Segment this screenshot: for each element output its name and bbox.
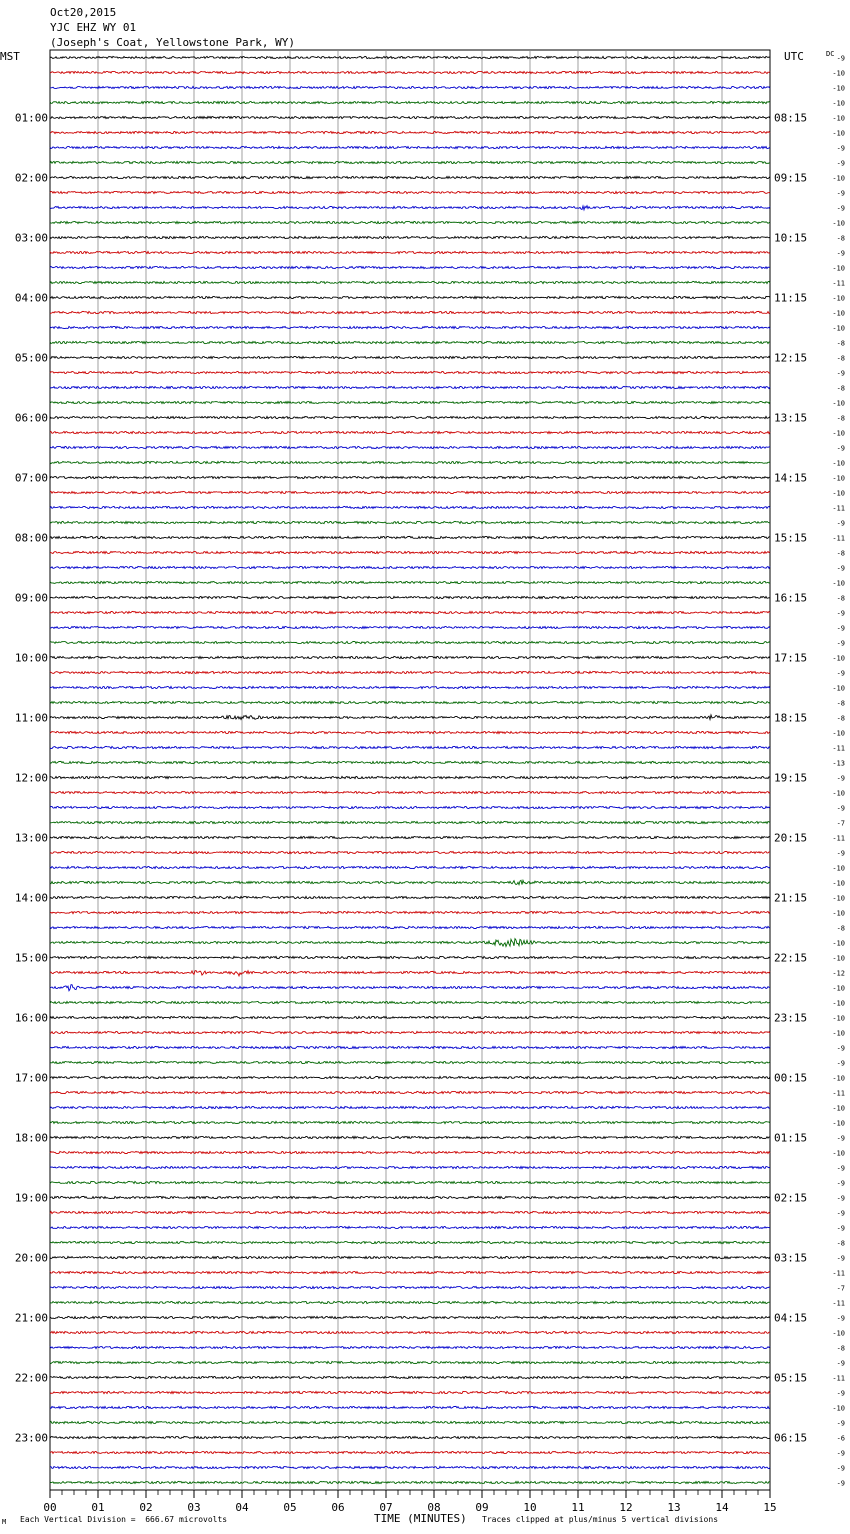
seismic-trace <box>50 1271 770 1273</box>
dc-offset-label: -9 <box>836 444 845 453</box>
seismic-trace <box>50 1046 770 1048</box>
seismic-trace <box>50 551 770 553</box>
utc-hour-label: 22:15 <box>774 951 808 965</box>
dc-offset-label: -6 <box>836 1434 845 1443</box>
seismic-trace <box>50 356 770 358</box>
plot-axes <box>15 55 845 1515</box>
dc-offset-label: -9 <box>836 369 845 378</box>
seismic-trace <box>50 1001 770 1003</box>
seismic-trace <box>50 446 770 448</box>
seismic-trace <box>50 896 770 898</box>
plot-grid <box>50 50 770 1490</box>
utc-label: UTC <box>784 50 804 63</box>
seismic-trace <box>50 296 770 298</box>
seismic-trace <box>50 176 770 178</box>
seismic-trace <box>50 101 770 103</box>
dc-offset-label: -10 <box>832 324 845 333</box>
seismic-trace <box>50 880 770 884</box>
dc-offset-label: -10 <box>832 219 845 228</box>
x-tick-label: 06 <box>331 1501 345 1514</box>
dc-offset-label: -8 <box>836 924 845 933</box>
seismic-trace <box>50 1091 770 1093</box>
x-tick-label: 04 <box>235 1501 249 1514</box>
x-tick-label: 14 <box>715 1501 729 1514</box>
dc-offset-label: -13 <box>832 759 845 768</box>
x-tick-label: 03 <box>187 1501 201 1514</box>
dc-offset-label: -10 <box>832 129 845 138</box>
dc-offset-label: -9 <box>836 1419 845 1428</box>
dc-offset-label: -10 <box>832 459 845 468</box>
seismic-trace <box>50 836 770 838</box>
seismic-trace <box>50 251 770 253</box>
dc-offset-label: -9 <box>836 1194 845 1203</box>
x-tick-label: 13 <box>667 1501 681 1514</box>
mst-hour-label: 03:00 <box>14 231 48 245</box>
seismic-trace <box>50 71 770 73</box>
mst-hour-label: 13:00 <box>14 831 48 845</box>
seismic-trace <box>50 1331 770 1333</box>
mst-hour-label: 22:00 <box>14 1371 48 1385</box>
seismic-trace <box>50 191 770 193</box>
seismic-trace <box>50 131 770 133</box>
dc-offset-label: -10 <box>832 1104 845 1113</box>
x-tick-label: 10 <box>523 1501 537 1514</box>
dc-offset-label: -9 <box>836 1389 845 1398</box>
dc-offset-label: -10 <box>832 264 845 273</box>
seismic-trace <box>50 1421 770 1423</box>
dc-offset-label: -9 <box>836 1254 845 1263</box>
dc-offset-label: -7 <box>836 1284 845 1293</box>
dc-offset-label: -10 <box>832 984 845 993</box>
dc-offset-label: -11 <box>832 1374 845 1383</box>
dc-offset-label: -10 <box>832 1149 845 1158</box>
seismic-trace <box>50 1136 770 1138</box>
utc-hour-label: 00:15 <box>774 1071 808 1085</box>
seismic-trace <box>50 1166 770 1168</box>
dc-offset-label: -8 <box>836 414 845 423</box>
seismic-trace <box>50 506 770 508</box>
dc-offset-label: -10 <box>832 939 845 948</box>
seismic-trace <box>50 956 770 958</box>
seismic-trace <box>50 161 770 163</box>
seismic-trace <box>50 1121 770 1123</box>
dc-offset-label: -12 <box>832 969 845 978</box>
seismic-trace <box>50 671 770 673</box>
dc-offset-label: -10 <box>832 1404 845 1413</box>
mst-hour-label: 19:00 <box>14 1191 48 1205</box>
x-tick-label: 09 <box>475 1501 489 1514</box>
seismic-trace <box>50 206 770 210</box>
dc-offset-label: -10 <box>832 1014 845 1023</box>
seismic-trace <box>50 56 770 58</box>
seismic-trace <box>50 715 770 720</box>
mst-hour-label: 08:00 <box>14 531 48 545</box>
x-tick-label: 01 <box>91 1501 105 1514</box>
seismic-trace <box>50 1286 770 1288</box>
dc-offset-label: -10 <box>832 114 845 123</box>
x-tick-label: 05 <box>283 1501 297 1514</box>
seismic-trace <box>50 611 770 613</box>
dc-offset-label: -9 <box>836 624 845 633</box>
seismic-trace <box>50 116 770 118</box>
dc-offset-label: -8 <box>836 384 845 393</box>
utc-hour-label: 05:15 <box>774 1371 808 1385</box>
seismic-trace <box>50 1316 770 1318</box>
dc-offset-label: -10 <box>832 84 845 93</box>
seismic-trace <box>50 146 770 148</box>
seismic-trace <box>50 521 770 523</box>
seismic-trace <box>50 326 770 328</box>
seismic-trace <box>50 731 770 733</box>
utc-hour-label: 16:15 <box>774 591 808 605</box>
location-label: (Joseph's Coat, Yellowstone Park, WY) <box>50 36 296 49</box>
seismic-trace <box>50 566 770 568</box>
seismic-trace <box>50 806 770 808</box>
dc-offset-label: -10 <box>832 174 845 183</box>
dc-offset-label: -9 <box>836 204 845 213</box>
dc-offset-label: -8 <box>836 339 845 348</box>
seismic-trace <box>50 851 770 853</box>
dc-offset-label: -9 <box>836 849 845 858</box>
date-label: Oct20,2015 <box>50 6 117 19</box>
seismic-trace <box>50 221 770 223</box>
seismic-trace <box>50 939 770 947</box>
clip-note: Traces clipped at plus/minus 5 vertical divisions <box>482 1515 719 1524</box>
seismic-trace <box>50 431 770 433</box>
mst-hour-label: 17:00 <box>14 1071 48 1085</box>
utc-hour-label: 14:15 <box>774 471 808 485</box>
dc-offset-label: -10 <box>832 294 845 303</box>
dc-offset-label: -10 <box>832 789 845 798</box>
seismic-trace <box>50 1061 770 1063</box>
dc-offset-label: -8 <box>836 1239 845 1248</box>
mst-hour-label: 07:00 <box>14 471 48 485</box>
dc-offset-label: -10 <box>832 864 845 873</box>
seismic-trace <box>50 461 770 463</box>
dc-offset-label: -9 <box>836 1359 845 1368</box>
dc-offset-label: -9 <box>836 1209 845 1218</box>
dc-label: DC <box>826 50 835 58</box>
dc-offset-label: -9 <box>836 1479 845 1488</box>
seismic-trace <box>50 401 770 403</box>
seismic-trace <box>50 1031 770 1033</box>
mst-hour-label: 21:00 <box>14 1311 48 1325</box>
seismic-trace <box>50 311 770 313</box>
dc-offset-label: -9 <box>836 1044 845 1053</box>
dc-offset-label: -8 <box>836 234 845 243</box>
dc-offset-label: -10 <box>832 999 845 1008</box>
seismic-trace <box>50 776 770 778</box>
dc-offset-label: -9 <box>836 669 845 678</box>
dc-offset-label: -9 <box>836 804 845 813</box>
x-tick-label: 11 <box>571 1501 585 1514</box>
dc-offset-label: -11 <box>832 1269 845 1278</box>
mst-hour-label: 06:00 <box>14 411 48 425</box>
seismic-trace <box>50 1451 770 1453</box>
mst-hour-label: 12:00 <box>14 771 48 785</box>
dc-offset-label: -9 <box>836 639 845 648</box>
mst-hour-label: 04:00 <box>14 291 48 305</box>
x-tick-label: 02 <box>139 1501 153 1514</box>
corner-mark: M <box>2 1518 7 1526</box>
dc-offset-label: -9 <box>836 159 845 168</box>
seismic-trace <box>50 581 770 583</box>
dc-offset-label: -10 <box>832 909 845 918</box>
trace-group <box>50 56 770 1483</box>
seismic-trace <box>50 985 770 991</box>
dc-offset-label: -9 <box>836 189 845 198</box>
dc-offset-label: -9 <box>836 1464 845 1473</box>
dc-offset-label: -10 <box>832 1329 845 1338</box>
utc-hour-label: 03:15 <box>774 1251 808 1265</box>
dc-offset-label: -11 <box>832 1089 845 1098</box>
utc-hour-label: 19:15 <box>774 771 808 785</box>
dc-offset-label: -10 <box>832 684 845 693</box>
seismic-trace <box>50 341 770 343</box>
mst-label: MST <box>0 50 20 63</box>
seismic-trace <box>50 971 770 976</box>
dc-offset-label: -10 <box>832 399 845 408</box>
seismic-trace <box>50 266 770 268</box>
dc-offset-label: -10 <box>832 1119 845 1128</box>
seismic-trace <box>50 1196 770 1198</box>
seismic-trace <box>50 641 770 643</box>
mst-hour-label: 01:00 <box>14 111 48 125</box>
mst-hour-label: 20:00 <box>14 1251 48 1265</box>
utc-hour-label: 10:15 <box>774 231 808 245</box>
seismic-trace <box>50 1481 770 1483</box>
seismic-trace <box>50 866 770 868</box>
seismic-trace <box>50 761 770 763</box>
dc-offset-label: -10 <box>832 69 845 78</box>
seismic-trace <box>50 911 770 913</box>
seismic-trace <box>50 491 770 493</box>
seismic-trace <box>50 1436 770 1438</box>
dc-offset-label: -11 <box>832 834 845 843</box>
mst-hour-label: 15:00 <box>14 951 48 965</box>
seismic-trace <box>50 476 770 478</box>
station-label: YJC EHZ WY 01 <box>50 21 137 34</box>
seismic-trace <box>50 791 770 793</box>
seismic-trace <box>50 86 770 88</box>
x-tick-label: 15 <box>763 1501 777 1514</box>
utc-hour-label: 18:15 <box>774 711 808 725</box>
dc-offset-label: -8 <box>836 1344 845 1353</box>
mst-hour-label: 18:00 <box>14 1131 48 1145</box>
utc-hour-label: 06:15 <box>774 1431 808 1445</box>
dc-offset-label: -10 <box>832 474 845 483</box>
dc-offset-label: -8 <box>836 549 845 558</box>
seismic-trace <box>50 1151 770 1153</box>
seismic-trace <box>50 596 770 598</box>
dc-offset-label: -9 <box>836 249 845 258</box>
dc-offset-label: -10 <box>832 654 845 663</box>
seismic-trace <box>50 371 770 373</box>
dc-offset-label: -9 <box>836 144 845 153</box>
dc-offset-label: -11 <box>832 504 845 513</box>
dc-offset-label: -8 <box>836 699 845 708</box>
seismic-trace <box>50 686 770 688</box>
dc-offset-label: -9 <box>836 519 845 528</box>
mst-hour-label: 23:00 <box>14 1431 48 1445</box>
dc-offset-label: -10 <box>832 1074 845 1083</box>
seismic-trace <box>50 1361 770 1363</box>
dc-offset-label: -10 <box>832 99 845 108</box>
dc-offset-label: -9 <box>836 564 845 573</box>
x-tick-label: 07 <box>379 1501 393 1514</box>
utc-hour-label: 08:15 <box>774 111 808 125</box>
seismic-trace <box>50 1466 770 1468</box>
utc-hour-label: 11:15 <box>774 291 808 305</box>
seismic-trace <box>50 386 770 388</box>
dc-offset-label: -11 <box>832 1299 845 1308</box>
x-tick-label: 12 <box>619 1501 633 1514</box>
mst-hour-label: 11:00 <box>14 711 48 725</box>
dc-offset-label: -11 <box>832 534 845 543</box>
x-tick-label: 00 <box>43 1501 57 1514</box>
seismic-trace <box>50 1256 770 1258</box>
mst-hour-label: 09:00 <box>14 591 48 605</box>
dc-offset-label: -9 <box>836 1224 845 1233</box>
mst-hour-label: 16:00 <box>14 1011 48 1025</box>
dc-offset-label: -9 <box>836 609 845 618</box>
x-axis-label: TIME (MINUTES) <box>374 1512 467 1525</box>
utc-hour-label: 21:15 <box>774 891 808 905</box>
dc-offset-label: -11 <box>832 744 845 753</box>
seismic-trace <box>50 701 770 703</box>
dc-offset-label: -10 <box>832 879 845 888</box>
dc-offset-label: -9 <box>836 1134 845 1143</box>
utc-hour-label: 04:15 <box>774 1311 808 1325</box>
seismic-trace <box>50 1241 770 1243</box>
dc-offset-label: -8 <box>836 594 845 603</box>
dc-offset-label: -10 <box>832 729 845 738</box>
seismic-trace <box>50 1211 770 1213</box>
dc-offset-label: -10 <box>832 429 845 438</box>
dc-offset-label: -10 <box>832 309 845 318</box>
seismic-trace <box>50 536 770 538</box>
dc-offset-label: -9 <box>836 1164 845 1173</box>
seismic-trace <box>50 1076 770 1078</box>
mst-hour-label: 05:00 <box>14 351 48 365</box>
utc-hour-label: 20:15 <box>774 831 808 845</box>
seismic-trace <box>50 1391 770 1393</box>
dc-offset-label: -11 <box>832 279 845 288</box>
utc-hour-label: 15:15 <box>774 531 808 545</box>
seismic-trace <box>50 1016 770 1018</box>
seismic-trace <box>50 1406 770 1408</box>
dc-offset-label: -10 <box>832 579 845 588</box>
utc-hour-label: 12:15 <box>774 351 808 365</box>
seismic-trace <box>50 1106 770 1108</box>
seismic-trace <box>50 656 770 658</box>
utc-hour-label: 17:15 <box>774 651 808 665</box>
seismic-trace <box>50 1181 770 1183</box>
dc-offset-label: -9 <box>836 1059 845 1068</box>
dc-offset-label: -9 <box>836 1314 845 1323</box>
utc-hour-label: 23:15 <box>774 1011 808 1025</box>
dc-offset-label: -7 <box>836 819 845 828</box>
utc-hour-label: 01:15 <box>774 1131 808 1145</box>
seismic-trace <box>50 1226 770 1228</box>
seismic-trace <box>50 1346 770 1348</box>
seismic-trace <box>50 926 770 928</box>
x-tick-label: 08 <box>427 1501 441 1514</box>
seismic-trace <box>50 281 770 283</box>
mst-hour-label: 02:00 <box>14 171 48 185</box>
seismic-trace <box>50 416 770 418</box>
mst-hour-label: 14:00 <box>14 891 48 905</box>
dc-offset-label: -9 <box>836 774 845 783</box>
seismic-trace <box>50 746 770 748</box>
dc-offset-label: -9 <box>836 1449 845 1458</box>
dc-offset-label: -9 <box>836 1179 845 1188</box>
dc-offset-label: -10 <box>832 954 845 963</box>
seismic-trace <box>50 626 770 628</box>
scale-note: Each Vertical Division = 666.67 microvolts <box>20 1515 228 1524</box>
seismic-trace <box>50 1301 770 1303</box>
dc-offset-label: -8 <box>836 354 845 363</box>
seismic-trace <box>50 821 770 823</box>
plot-frame <box>50 50 770 1490</box>
dc-offset-label: -9 <box>836 54 845 63</box>
dc-offset-label: -8 <box>836 714 845 723</box>
dc-offset-label: -10 <box>832 894 845 903</box>
utc-hour-label: 02:15 <box>774 1191 808 1205</box>
mst-hour-label: 10:00 <box>14 651 48 665</box>
utc-hour-label: 09:15 <box>774 171 808 185</box>
dc-offset-label: -10 <box>832 1029 845 1038</box>
dc-offset-label: -10 <box>832 489 845 498</box>
utc-hour-label: 13:15 <box>774 411 808 425</box>
seismic-trace <box>50 1376 770 1378</box>
seismic-trace <box>50 236 770 238</box>
